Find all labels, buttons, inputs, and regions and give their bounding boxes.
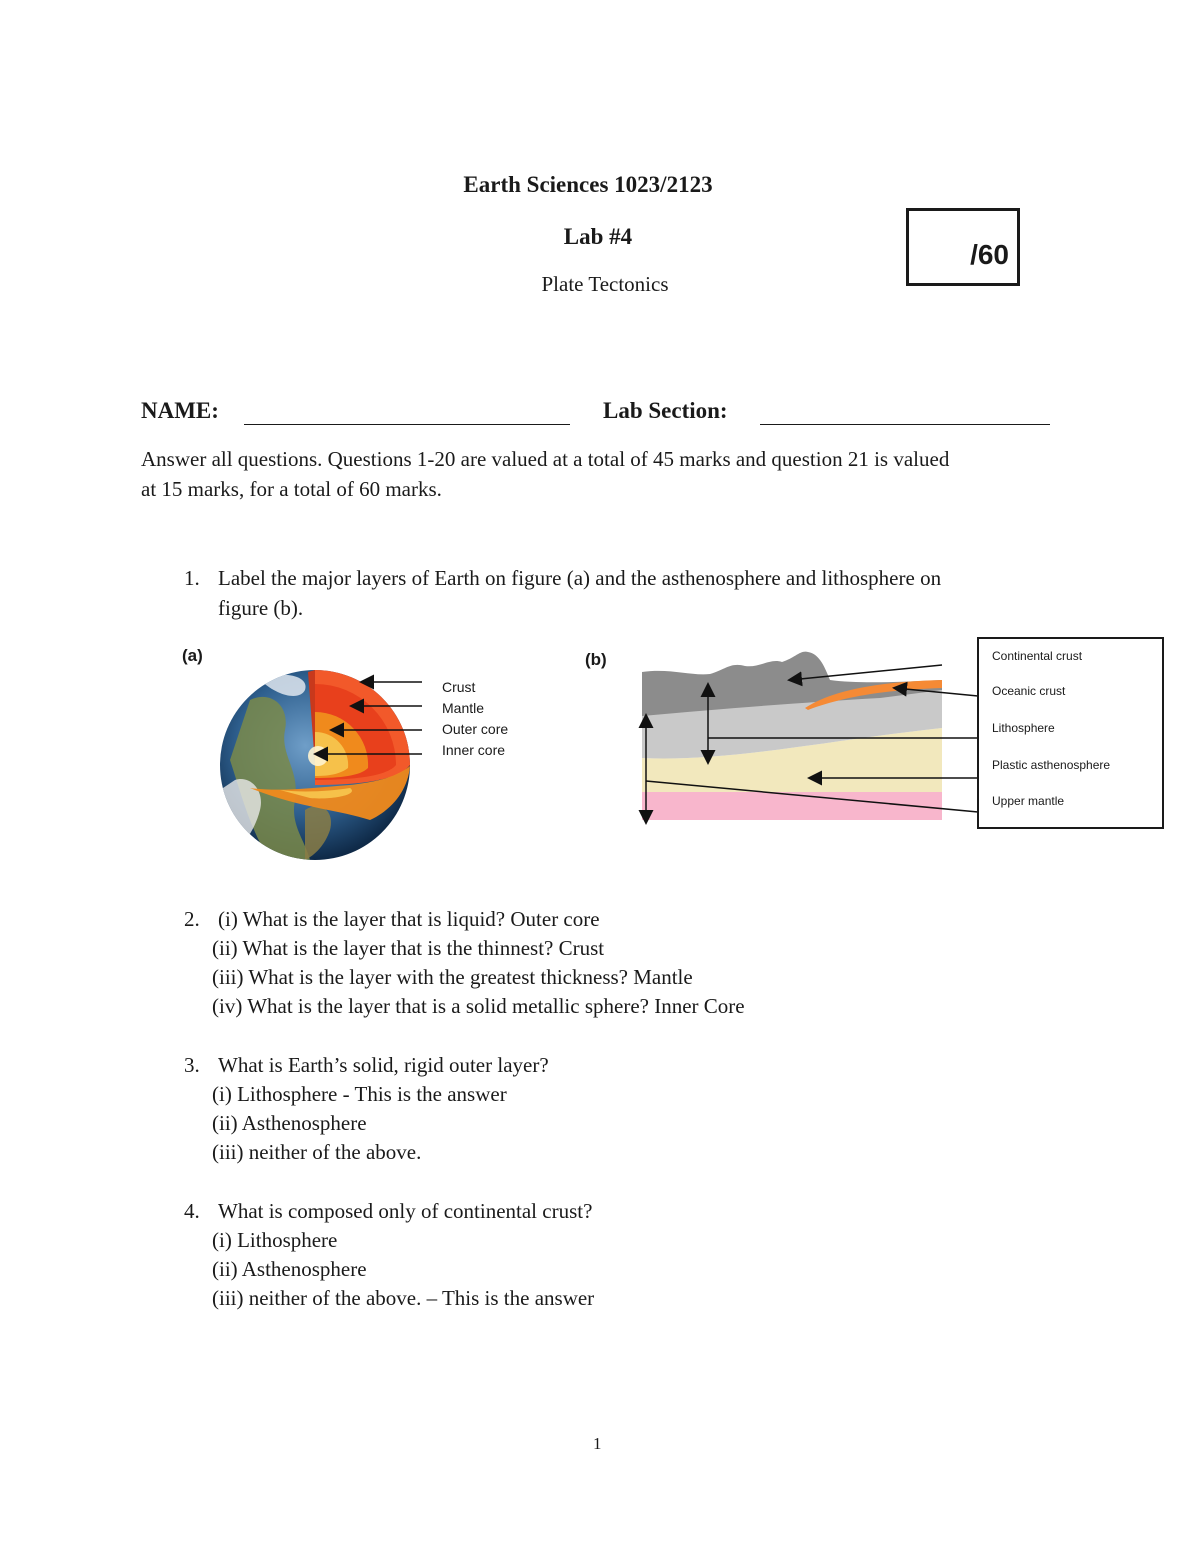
instructions-line-2: at 15 marks, for a total of 60 marks. [141, 477, 442, 501]
q3-question: What is Earth’s solid, rigid outer layer? [218, 1053, 549, 1077]
legend-plastic-asthenosphere: Plastic asthenosphere [992, 758, 1111, 772]
q2-line-2: (ii) What is the layer that is the thinnest? Crust [212, 936, 605, 960]
q4-question: What is composed only of continental crust? [218, 1199, 593, 1223]
q1-line-1: Label the major layers of Earth on figure (a) and the asthenosphere and lithosphere on [218, 566, 942, 590]
upper-mantle-band [642, 792, 942, 820]
q4-block [212, 1197, 594, 1313]
figure-b-label: (b) [585, 650, 607, 669]
q3-option-1: (i) Lithosphere - This is the answer [212, 1082, 507, 1106]
q2-line-1: (i) What is the layer that is liquid? Outer core [218, 907, 600, 931]
lithosphere-cross-section-figure [630, 640, 980, 835]
q2-number: 2. [184, 907, 200, 931]
q4-option-1: (i) Lithosphere [212, 1228, 338, 1252]
q4-option-3: (iii) neither of the above. – This is the answer [212, 1286, 595, 1310]
layer-label-inner-core: Inner core [442, 742, 506, 758]
q1-line-2: figure (b). [218, 596, 304, 620]
layer-label-outer-core: Outer core [442, 721, 509, 737]
lab-number: Lab #4 [563, 224, 633, 249]
legend-continental-crust: Continental crust [992, 649, 1083, 663]
q2-line-3: (iii) What is the layer with the greatest thickness? Mantle [212, 965, 693, 989]
q4-number: 4. [184, 1199, 200, 1223]
score-total: /60 [970, 239, 1009, 270]
figure-b-legend [977, 637, 1164, 829]
layer-label-crust: Crust [442, 679, 476, 695]
q1-number: 1. [184, 566, 200, 590]
lab-section-field[interactable] [760, 424, 1050, 425]
legend-lithosphere: Lithosphere [992, 721, 1055, 735]
course-title: Earth Sciences 1023/2123 [463, 172, 713, 197]
q3-option-2: (ii) Asthenosphere [212, 1111, 367, 1135]
layer-label-mantle: Mantle [442, 700, 485, 716]
page-number: 1 [593, 1434, 602, 1453]
q3-block [212, 1051, 549, 1167]
lab-topic: Plate Tectonics [541, 272, 669, 296]
instructions-line-1: Answer all questions. Questions 1-20 are valued at a total of 45 marks and question 21 is valued [141, 447, 950, 471]
name-field[interactable] [244, 424, 570, 425]
score-box [906, 208, 1020, 286]
q3-option-3: (iii) neither of the above. [212, 1140, 422, 1164]
instructions [141, 444, 1071, 504]
q4-option-2: (ii) Asthenosphere [212, 1257, 367, 1281]
earth-layer-labels [442, 677, 508, 761]
name-label: NAME: [141, 398, 219, 423]
q2-line-4: (iv) What is the layer that is a solid metallic sphere? Inner Core [212, 994, 745, 1018]
q3-number: 3. [184, 1053, 200, 1077]
legend-oceanic-crust: Oceanic crust [992, 684, 1066, 698]
lab-section-label: Lab Section: [603, 398, 728, 423]
q2-answers [212, 905, 745, 1021]
figure-a-label: (a) [182, 646, 203, 665]
q1-text [218, 563, 1058, 623]
legend-upper-mantle: Upper mantle [992, 794, 1065, 808]
